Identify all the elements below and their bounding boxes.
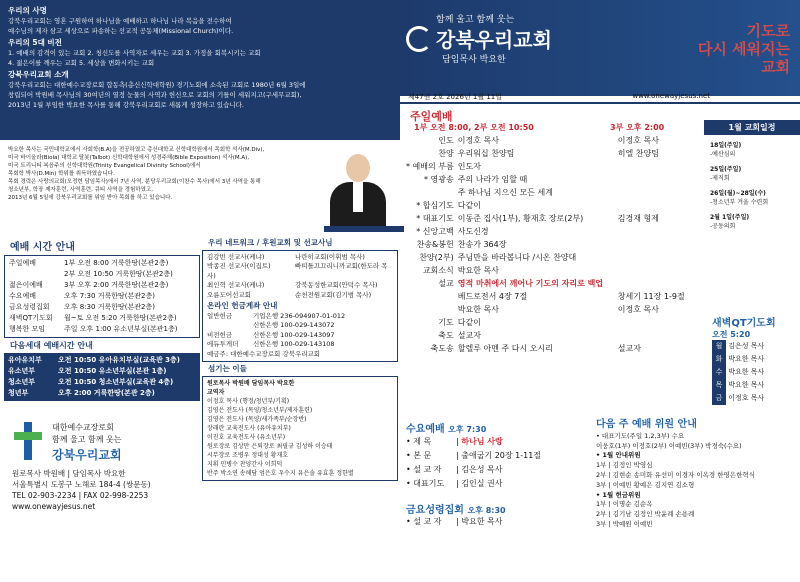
- bio-line: 박요한 목사는 국민대학교에서 사회학(B.A)을 전공하였고 총신대학교 신학대학원에서 목회학 석사(M.Div),: [8, 147, 265, 153]
- church-info: [8, 418, 198, 552]
- mission-panel: [0, 0, 400, 140]
- header-pastor: 담임목사 박요한: [442, 55, 506, 65]
- service-value: 창세기 11장 1-9절: [617, 292, 685, 301]
- account-row: 에듀투게더 신한은행 100-029-143108: [207, 340, 335, 348]
- intro-line-3: 2013년 1월 부임한 박요한 목사를 통해 강북우리교회로 새롭게 성장하고 있습니다.: [8, 101, 244, 109]
- wed-time: 오후 7:30: [448, 425, 487, 434]
- schedule-row: 행복한 모임 주일 오후 1:00 유소년부실(본관1층): [9, 325, 178, 333]
- logo-line-2: 함께 울고 함께 웃는: [52, 435, 122, 444]
- fri-row: • 설 교 자 | 박요한 목사: [406, 517, 503, 526]
- address-line: TEL 02-903-2234 | FAX 02-998-2253: [12, 491, 149, 500]
- church-name: 강북우리교회: [436, 28, 552, 52]
- service-label: 축도: [438, 331, 454, 340]
- service-label: * 예배의 부름: [406, 162, 454, 171]
- service-row: [404, 290, 687, 303]
- tagline-1: 기도로: [746, 22, 790, 40]
- service-row: [404, 277, 687, 290]
- dawn-time: 오전 5:20: [712, 330, 751, 339]
- service-row: [404, 147, 687, 160]
- schedule-row: 새벽QT기도회 월~토 오전 5:20 거룩한땅(본관2층): [9, 314, 177, 322]
- service-value: [616, 173, 687, 186]
- mission-line-2: 예수님의 제자 삼고 세상으로 파송하는 선교적 공동체(Missional Church)이다.: [8, 27, 234, 35]
- service-row: [404, 342, 687, 355]
- service-value: 다같이: [457, 318, 481, 327]
- calendar-event: -청소년부 겨울 수련회: [710, 199, 769, 206]
- logo-line-1: 대한예수교장로회: [52, 423, 114, 432]
- calendar-date: 26일(월)~28일(수): [710, 190, 766, 197]
- service-value: 설교자: [617, 344, 641, 353]
- wed-row: • 본 문 | 출애굽기 20장 1-11절: [406, 451, 542, 460]
- bio-line: 2013년 6월 5일에 강북우리교회를 위임 받아 목회를 하고 있습니다.: [8, 195, 173, 201]
- sunday-header-1: 1부 오전 8:00, 2부 오전 10:50: [414, 123, 534, 132]
- schedule-row: 수요예배 오후 7:30 거룩한땅(본관2층): [9, 292, 155, 300]
- service-row: [404, 251, 687, 264]
- wed-title: 수요예배: [406, 424, 445, 435]
- nextgen-row: 청소년부 오전 10:50 청소년부실(교육관 4층): [8, 378, 174, 386]
- service-row: [404, 173, 687, 186]
- service-label: [404, 186, 456, 199]
- service-row: [404, 316, 687, 329]
- service-value: 사도신경: [457, 227, 489, 236]
- servant-line: 반주 박소연 송해담 엄은호 우수지 유은솔 유효훈 정한별: [207, 469, 354, 477]
- bio-line: 목회 경력은 사랑의교회(오정현 담임목사)에서 7년 사역, 분당우리교회(이찬수 목사)에서 3년 사역을 통해: [8, 179, 261, 185]
- schedule-row: 금요성령집회 오후 8:30 거룩한땅(본관2층): [9, 303, 155, 311]
- bio-line: 청소년부, 학장 제자훈련, 사역훈련, 큐티 사역을 경험하였고,: [8, 187, 153, 193]
- account-note: 예금주: 대한예수교장로회 강북우리교회: [207, 349, 321, 358]
- vision-line-2: 4. 젊은이를 깨우는 교회 5. 세상을 변화시키는 교회: [8, 59, 155, 67]
- service-label: 인도: [438, 136, 454, 145]
- vision-line-1: 1. 예배의 감격이 있는 교회 2. 청신도를 사역자로 세우는 교회 3. 가정을 회복시키는 교회: [8, 49, 261, 57]
- bio-line: 미국 트리니티 복음주의 신학대학원(Trinity Evangelical Divinity School)에서: [8, 163, 201, 169]
- pastor-photo: [318, 148, 400, 230]
- bio-line: 목회학 박사(D.Min) 학위를 취득하였습니다.: [8, 171, 115, 177]
- next-week-panel: [596, 420, 800, 530]
- service-value: 인도자: [457, 162, 481, 171]
- service-label: 설교: [438, 279, 454, 288]
- bio-line: 미국 바이올라(Biola) 대학교 탈봇(Talbot) 신학대학원에서 성경주해(Bible Exposition) 석사(M.A),: [8, 155, 250, 161]
- dawn-title: 새벽QT기도회: [712, 318, 776, 329]
- service-value: 주님만을 바라봅니다 /시온 찬양대: [457, 253, 577, 262]
- next-line: • 1월 헌금위원: [596, 490, 641, 499]
- service-value: 주의 나라가 임할 때: [457, 175, 528, 184]
- account-row: 비전헌금 신한은행 100-029-143097: [207, 330, 335, 339]
- servant-line: 지휘 민병수 찬양간사 이희덕: [207, 460, 283, 468]
- intro-line-2: 창립되어 박원배 목사님의 30여년의 열정 눈물의 사역과 헌신으로 교회의 기틀이 세워지고(구세무교회),: [8, 91, 302, 99]
- calendar-title: 1월 교회일정: [704, 120, 800, 135]
- service-row: [404, 186, 687, 199]
- service-label: 교회소식: [422, 266, 454, 275]
- network-row: 김강빈 선교사(케냐) 나란히교회(이휘범 목사): [207, 252, 365, 261]
- website-link[interactable]: www.onewayjesus.net: [632, 92, 710, 100]
- service-row: [404, 329, 687, 342]
- sunday-header-3: 3부 오후 2:00: [610, 123, 665, 132]
- website-link[interactable]: www.onewayjesus.net: [12, 502, 96, 511]
- network-row: 오륜도어선교회 순천전원교회(김기범 목사): [207, 290, 372, 299]
- nextgen-row: 유소년부 오전 10:50 유소년부실(본관 1층): [8, 367, 167, 375]
- fri-title: 금요성령집회: [406, 505, 464, 516]
- service-row: [404, 212, 687, 225]
- calendar-event: -공동의회: [710, 223, 736, 230]
- service-label: [404, 303, 456, 316]
- dawn-row: 금 이정호 목사: [712, 392, 800, 405]
- service-value: 우리워십 찬양팀: [457, 149, 515, 158]
- service-value: 다같이: [457, 201, 481, 210]
- logo-church-name: 강북우리교회: [52, 448, 122, 462]
- service-value: 설교자: [457, 331, 481, 340]
- account-row: 신한은행 100-029-143072: [253, 321, 335, 329]
- next-line: 3부 | 이예빈 황예은 김지연 김소형: [596, 480, 695, 489]
- service-value: [616, 251, 687, 264]
- service-row: [404, 264, 687, 277]
- order-of-service: [404, 134, 687, 355]
- next-line: 1부 | 이명순 김순옥: [596, 500, 653, 509]
- tagline-3: 교회: [761, 58, 790, 76]
- servant-line: 김영은 전도사 (목양/새가족부/순장반): [207, 415, 307, 423]
- dawn-prayer-panel: [712, 314, 800, 405]
- nextgen-row: 유아유치부 오전 10:50 유아유치부실(교육관 3층): [8, 356, 181, 364]
- network-title: 우리 네트워크 / 후원교회 및 선교사님: [208, 238, 333, 247]
- account-row: 일반헌금 기업은행 236-094907-01-012: [207, 311, 346, 320]
- service-row: [404, 160, 687, 173]
- next-line: • 대표기도(주일 1,2,3부) 수요: [596, 431, 685, 440]
- wed-row: • 제 목 | 하나님 사랑: [406, 437, 503, 446]
- service-row: [404, 303, 687, 316]
- mission-heading: 우리의 사명: [8, 6, 47, 15]
- service-label: 기도: [438, 318, 454, 327]
- next-line: 3부 | 박예원 이예빈: [596, 519, 653, 528]
- schedule-row: 주일예배 1부 오전 8:00 거룩한땅(본관2층): [9, 259, 169, 267]
- service-value: 주 하나님 지으신 모든 세계: [457, 188, 553, 197]
- wed-row: • 설 교 자 | 김은성 목사: [406, 465, 503, 474]
- sunday-title: 주일예배: [410, 110, 453, 123]
- service-label: * 대표기도: [416, 214, 454, 223]
- service-value: 히엘 찬양팀: [617, 149, 659, 158]
- intro-heading: 강북우리교회 소개: [8, 70, 69, 79]
- service-value: 영적 마취에서 깨어나 기도의 자리로 백업: [457, 279, 604, 288]
- next-line: 2부 | 김기남 김정인 박윤례 손용례: [596, 510, 695, 519]
- next-line: 1부 | 김정인 박영심: [596, 461, 653, 470]
- next-line: • 1월 안내위원: [596, 451, 641, 460]
- bulletin-header: [400, 0, 800, 96]
- address-line: 서울특별시 도봉구 노해로 184-4 (쌍문동): [12, 480, 151, 489]
- next-line: 2부 | 김현순 송미화 유선미 이경자 이옥경 한영은한혁식: [596, 470, 755, 479]
- calendar-panel: [704, 120, 800, 237]
- service-value: 김경재 형제: [617, 214, 659, 223]
- network-row: 박종진 선교사(이집트) 빠띠틀끄끄리니까교회(한도라 목사): [207, 262, 388, 280]
- service-value: 박요한 목사: [457, 305, 499, 314]
- service-value: [616, 238, 687, 251]
- service-label: 찬양: [438, 149, 454, 158]
- calendar-event: -예산심의: [710, 151, 736, 158]
- next-line: 이웅호(1부) 이정호(2부) 이예빈(3부) 박경숙(수요): [596, 441, 742, 450]
- service-value: [616, 199, 687, 212]
- account-title: 온라인 헌금계좌 안내: [207, 301, 278, 310]
- servants-title: 섬기는 이들: [208, 364, 247, 373]
- service-row: [404, 134, 687, 147]
- calendar-event: -제직회: [710, 175, 730, 182]
- schedule-title: 예배 시간 안내: [10, 242, 75, 253]
- service-value: 찬송가 364장: [457, 240, 507, 249]
- pastor-bio: [8, 146, 328, 202]
- next-gen-title: 다음세대 예배시간 안내: [10, 341, 93, 350]
- service-label: [404, 290, 456, 303]
- service-value: [616, 186, 687, 199]
- servant-line: 김영은 전도사 (목양/청소년부/제자훈련): [207, 406, 313, 414]
- servant-line: 장래란 교육전도사 (유아유치부): [207, 424, 291, 432]
- intro-line-1: 강북우리교회는 대한예수교장로회 합동측(총신신학대학원) 경기노회에 소속된 교회로 1980년 6월 3일에: [8, 81, 306, 89]
- dawn-row: 목 박요한 목사: [712, 379, 800, 392]
- service-row: [404, 225, 687, 238]
- network-panel: [202, 236, 398, 481]
- servant-line: 원로목사 박원배 담임목사 박요한: [207, 379, 295, 387]
- schedule-row: 젊은이예배 3부 오후 2:00 거룩한땅(본관2층): [9, 281, 169, 289]
- nextgen-row: 청년부 오후 2:00 거룩한땅(본관 2층): [8, 389, 155, 397]
- dawn-row: 수 박요한 목사: [712, 366, 800, 379]
- vision-heading: 우리의 5대 비전: [8, 38, 62, 47]
- sunday-service: [404, 106, 694, 353]
- service-label: * 신앙고백: [416, 227, 454, 236]
- service-value: [616, 264, 687, 277]
- service-value: [616, 225, 687, 238]
- service-label: 찬양(2부): [419, 253, 454, 262]
- service-value: 박요한 목사: [457, 266, 499, 275]
- header-slogan: 함께 울고 함께 웃는: [436, 15, 515, 25]
- church-logo-icon: [406, 26, 432, 52]
- service-label: * 영광송: [424, 175, 454, 184]
- service-value: 이정호 목사: [617, 305, 659, 314]
- servant-line: 교역자: [207, 388, 225, 396]
- service-value: 할렐루 아멘 주 다시 오시리: [457, 344, 553, 353]
- service-value: [616, 329, 687, 342]
- service-value: 이정호 목사: [617, 136, 659, 145]
- fri-time: 오후 8:30: [467, 506, 506, 515]
- issue-info: 제47권 2호 2026년 1월 11일: [408, 93, 503, 101]
- dawn-row: 화 박요한 목사: [712, 353, 800, 366]
- mission-line-1: 강북우리교회는 영혼 구원하여 하나님을 예배하고 하나님 나라 복음을 전수하여: [8, 17, 232, 25]
- wednesday-service: [406, 420, 584, 527]
- service-row: [404, 199, 687, 212]
- cross-logo-icon: [14, 422, 42, 460]
- service-value: [616, 277, 687, 290]
- service-value: 이동준 집사(1부), 황재호 장로(2부): [457, 214, 584, 223]
- calendar-date: 25일(주일): [710, 166, 742, 173]
- servant-line: 이정호 목사 (행정/청년부/기획): [207, 397, 290, 405]
- service-label: * 합심기도: [416, 201, 454, 210]
- dawn-row: 월 김은성 목사: [712, 340, 800, 353]
- wed-row: • 대표기도 | 김인실 권사: [406, 479, 503, 488]
- servant-line: 이진호 교육전도사 (유소년부): [207, 433, 286, 441]
- service-row: [404, 238, 687, 251]
- tagline-2: 다시 세워지는: [697, 40, 790, 58]
- address-line: 원로목사 박원배 | 담임목사 박요한: [12, 469, 126, 478]
- next-title: 다음 주 예배 위원 안내: [596, 419, 697, 430]
- schedule-row: 2부 오전 10:50 거룩한땅(본관2층): [64, 270, 173, 278]
- network-row: 최인혁 선교사(케냐) 강북동성한교회(안덕수 목사): [207, 281, 378, 289]
- calendar-date: 18일(주일): [710, 142, 742, 149]
- service-value: [616, 316, 687, 329]
- service-value: [616, 160, 687, 173]
- service-label: 축도송: [430, 344, 454, 353]
- service-value: 베드로전서 4장 7절: [457, 292, 528, 301]
- calendar-date: 2월 1일(주일): [710, 214, 750, 221]
- servant-line: 원로장로 김상만 은퇴장로 최필규 김성하 이승태: [207, 442, 333, 450]
- service-label: 찬송&봉헌: [416, 240, 454, 249]
- service-value: 이정호 목사: [457, 136, 499, 145]
- servant-line: 시무장로 조병우 정대성 황재호: [207, 451, 289, 459]
